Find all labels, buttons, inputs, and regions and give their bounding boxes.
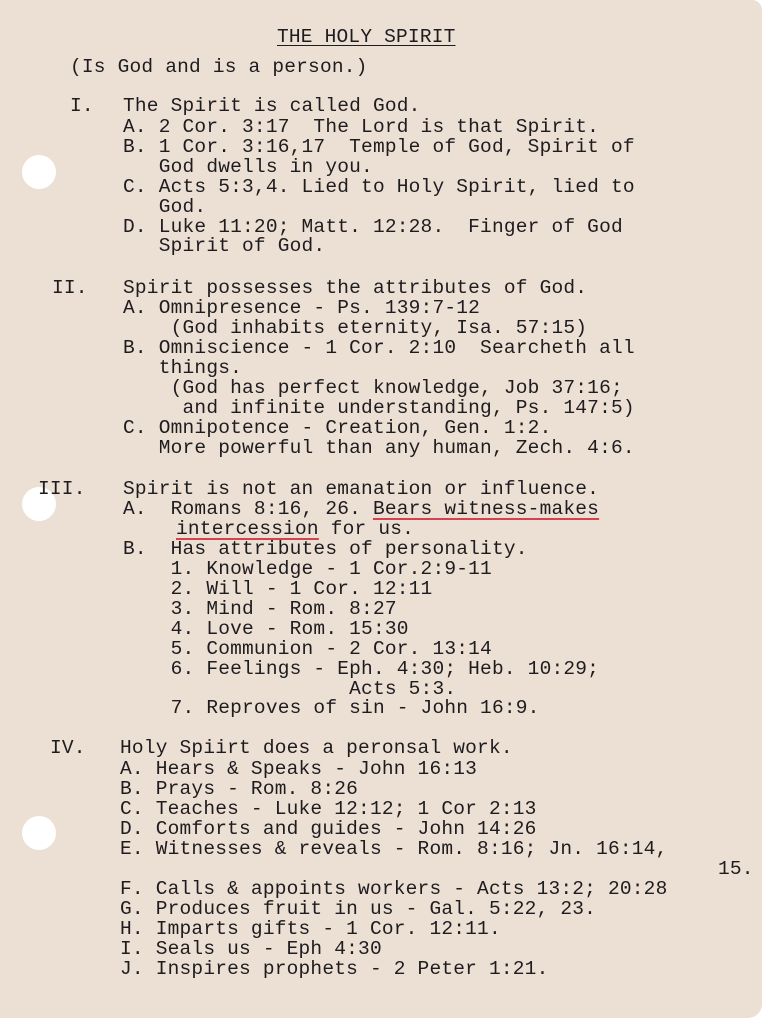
section-3-item [123, 499, 599, 519]
section-3-item-a-tail: for us. [318, 518, 415, 540]
section-4-item: F. Calls & appoints workers - Acts 13:2; 20:28 [120, 878, 668, 900]
section-2-item: and infinite understanding, Ps. 147:5) [123, 397, 635, 419]
section-3-subitem: 7. Reproves of sin - John 16:9. [123, 697, 540, 719]
page-title: THE HOLY SPIRIT [277, 26, 456, 48]
section-1-item: A. 2 Cor. 3:17 The Lord is that Spirit. [123, 116, 600, 138]
section-3-number: III. [38, 478, 86, 500]
section-4-number: IV. [50, 737, 86, 759]
section-2-item: More powerful than any human, Zech. 4:6. [123, 437, 635, 459]
section-3-item-continued [176, 519, 414, 539]
section-2-heading: Spirit possesses the attributes of God. [123, 277, 588, 299]
underlined-phrase: Bears witness-makes [372, 498, 600, 520]
section-1-heading: The Spirit is called God. [123, 95, 421, 117]
section-3-heading: Spirit is not an emanation or influence. [123, 478, 600, 500]
section-1-item: God dwells in you. [123, 156, 373, 178]
section-4-item: A. Hears & Speaks - John 16:13 [120, 758, 478, 780]
section-4-item: H. Imparts gifts - 1 Cor. 12:11. [120, 918, 501, 940]
binder-hole-top [22, 155, 56, 189]
section-3-subitem: 5. Communion - 2 Cor. 13:14 [123, 638, 492, 660]
section-3-subitem: 6. Feelings - Eph. 4:30; Heb. 10:29; [123, 658, 600, 680]
section-4-item: G. Produces fruit in us - Gal. 5:22, 23. [120, 898, 597, 920]
section-4-item-continued: 15. [718, 858, 754, 880]
section-4-item: E. Witnesses & reveals - Rom. 8:16; Jn. 16:14, [120, 838, 668, 860]
section-4-item: I. Seals us - Eph 4:30 [120, 938, 382, 960]
section-1-item: D. Luke 11:20; Matt. 12:28. Finger of God [123, 216, 623, 238]
section-2-item: (God has perfect knowledge, Job 37:16; [123, 377, 623, 399]
section-3-item: B. Has attributes of personality. [123, 538, 528, 560]
page-subtitle: (Is God and is a person.) [70, 56, 368, 78]
section-3-subitem: 2. Will - 1 Cor. 12:11 [123, 578, 433, 600]
section-4-item: C. Teaches - Luke 12:12; 1 Cor 2:13 [120, 798, 537, 820]
section-4-item: J. Inspires prophets - 2 Peter 1:21. [120, 958, 549, 980]
section-1-item: Spirit of God. [123, 235, 326, 257]
section-2-item: C. Omnipotence - Creation, Gen. 1:2. [123, 417, 552, 439]
section-3-subitem: 4. Love - Rom. 15:30 [123, 618, 409, 640]
section-3-subitem: 1. Knowledge - 1 Cor.2:9-11 [123, 558, 492, 580]
section-4-item: B. Prays - Rom. 8:26 [120, 778, 359, 800]
underlined-phrase: intercession [176, 518, 319, 540]
section-1-item: God. [123, 196, 207, 218]
section-4-heading: Holy Spiirt does a peronsal work. [120, 737, 513, 759]
section-2-item: things. [123, 357, 243, 379]
section-2-item: (God inhabits eternity, Isa. 57:15) [123, 317, 588, 339]
binder-hole-bottom [22, 816, 56, 850]
section-3-item-a-ref: A. Romans 8:16, 26. [123, 498, 362, 520]
section-4-item: D. Comforts and guides - John 14:26 [120, 818, 537, 840]
section-1-number: I. [70, 95, 94, 117]
section-2-item: B. Omniscience - 1 Cor. 2:10 Searcheth all [123, 337, 635, 359]
section-1-item: B. 1 Cor. 3:16,17 Temple of God, Spirit of [123, 136, 635, 158]
section-3-subitem: Acts 5:3. [123, 678, 457, 700]
section-3-subitem: 3. Mind - Rom. 8:27 [123, 598, 397, 620]
section-2-item: A. Omnipresence - Ps. 139:7-12 [123, 297, 481, 319]
section-1-item: C. Acts 5:3,4. Lied to Holy Spirit, lied to [123, 176, 635, 198]
section-2-number: II. [52, 277, 88, 299]
